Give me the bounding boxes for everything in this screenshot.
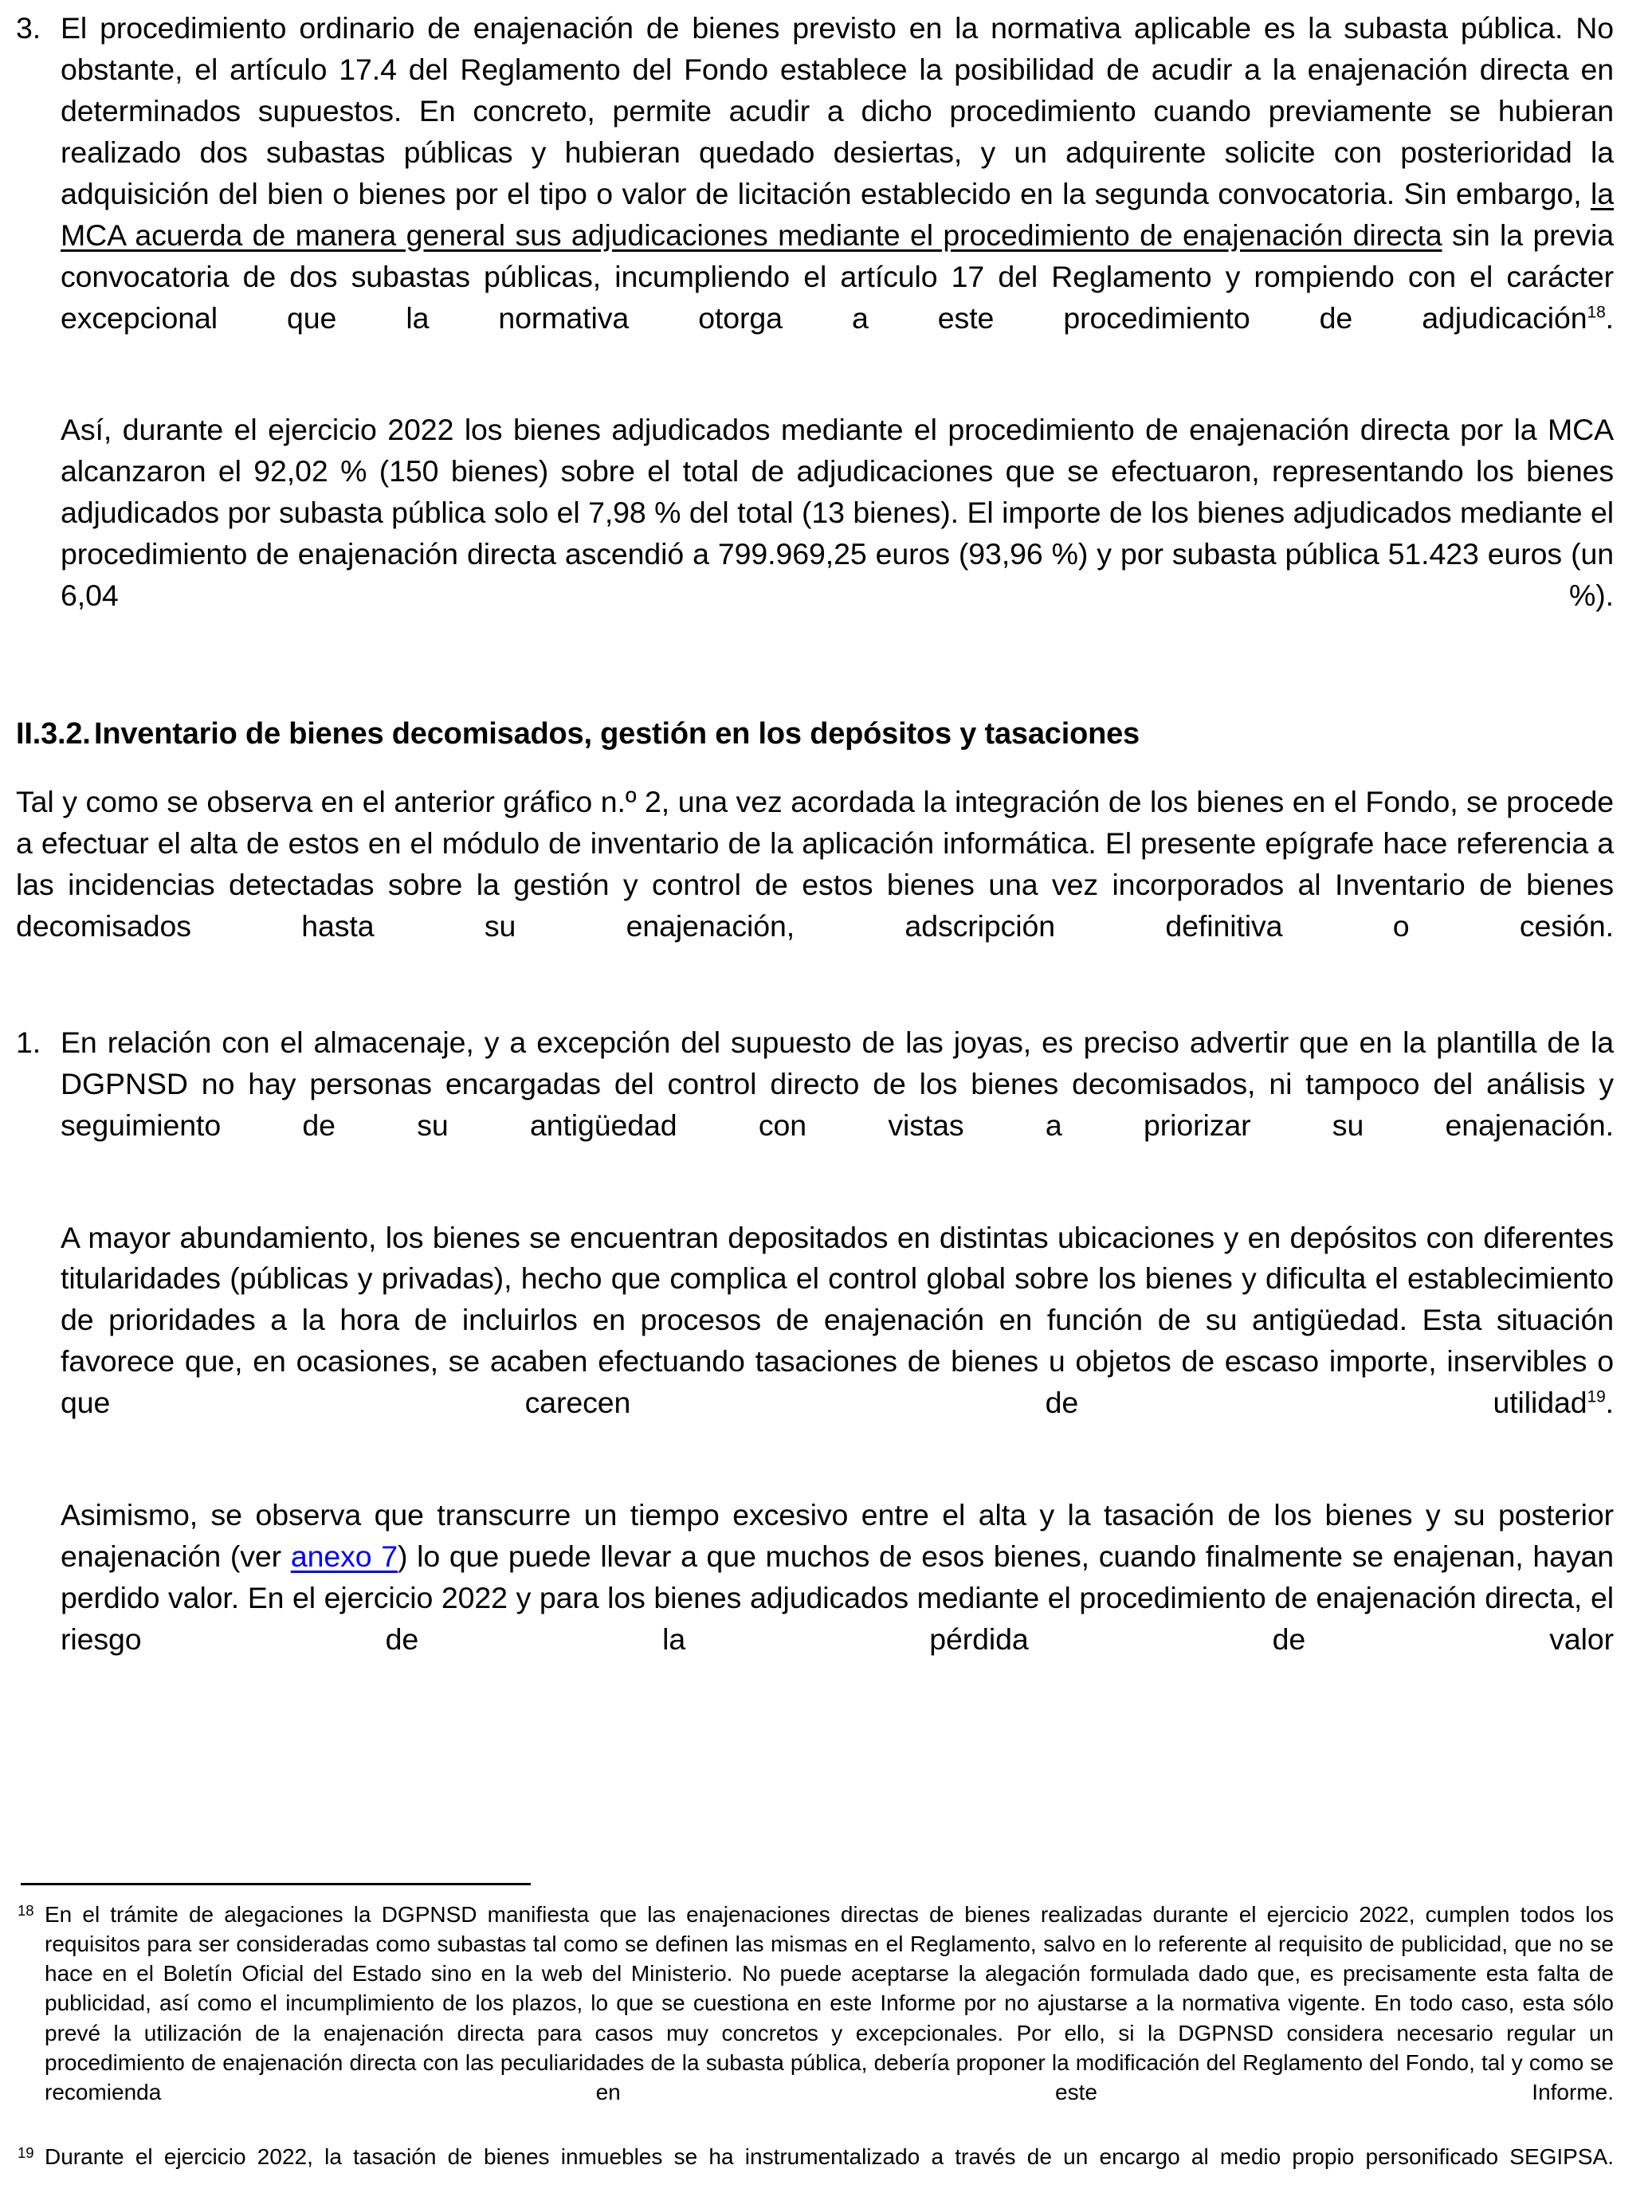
footnote-ref-19[interactable]: 19: [1587, 1387, 1606, 1406]
footnote-ref-18[interactable]: 18: [1587, 303, 1606, 322]
numbered-item-3-body: [61, 8, 1614, 658]
footnote-18: [16, 1900, 1614, 2137]
section-heading: [16, 717, 1614, 751]
numbered-item-1: [16, 1022, 1614, 1702]
footnote-18-text: En el trámite de alegaciones la DGPNSD manifiesta que las enajenaciones directas de bienes realizadas durante el ejercicio 2022, cumplen todos los requisitos para ser consideradas como subastas tal como se definen las mismas en el Reglamento, salvo en lo referente al requisito de publicidad, que no se hace en el Boletín Oficial del Estado sino en la web del Ministerio. No puede aceptarse la alegación formulada dado que, es precisamente esta falta de publicidad, así como el incumplimiento de los plazos, lo que se cuestiona en este Informe por no ajustarse a la normativa vigente. En todo caso, esta sólo prevé la utilización de la enajenación directa para casos muy concretos y excepcionales. Por ello, si la DGPNSD considera necesario regular un procedimiento de enajenación directa con las peculiaridades de la subasta pública, debería proponer la modificación del Reglamento del Fondo, tal y como se recomienda en este Informe.: [45, 1901, 1614, 2105]
item1-p2-segment-1: A mayor abundamiento, los bienes se encuentran depositados en distintas ubicaciones y en depósitos con diferentes titularidades (públicas y privadas), hecho que complica el control global sobre los bienes y dificulta el establecimiento de prioridades a la hora de incluirlos en procesos de enajenación en función de su antigüedad. Esta situación favorece que, en ocasiones, se acaben efectuando tasaciones de bienes u objetos de escaso importe, inservibles o que carecen de utilidad: [61, 1220, 1614, 1420]
item3-paragraph-2: Así, durante el ejercicio 2022 los bienes adjudicados mediante el procedimiento de enajenación directa por la MCA alcanzaron el 92,02 % (150 bienes) sobre el total de adjudicaciones que se efectuaron, representando los bienes adjudicados por subasta pública solo el 7,98 % del total (13 bienes). El importe de los bienes adjudicados mediante el procedimiento de enajenación directa ascendió a 799.969,25 euros (93,96 %) y por subasta pública 51.423 euros (un 6,04 %).: [61, 413, 1614, 613]
item1-paragraph-2: [61, 1218, 1614, 1466]
list-marker-1: 1.: [16, 1025, 41, 1059]
footnote-19: [16, 2142, 1614, 2201]
footnotes-area: [16, 1883, 1614, 2206]
spacer-before-list: [16, 989, 1614, 1022]
item1-paragraph-1: En relación con el almacenaje, y a excepción del supuesto de las joyas, es preciso advertir que en la plantilla de la DGPNSD no hay personas encargadas del control directo de los bienes decomisados, ni tampoco del análisis y seguimiento de su antigüedad con vistas a priorizar su enajenación.: [61, 1025, 1614, 1142]
footnote-19-marker: 19: [18, 2143, 34, 2161]
intro-paragraph-block: [16, 782, 1614, 989]
footnote-18-marker: 18: [18, 1901, 34, 1919]
item3-paragraph-1: [61, 8, 1614, 380]
spacer-before-heading: [16, 658, 1614, 717]
section-number: II.3.2.: [16, 717, 91, 751]
item3-p1-segment-1: El procedimiento ordinario de enajenación de bienes previsto en la normativa aplicable es la subasta pública. No obstante, el artículo 17.4 del Reglamento del Fondo establece la posibilidad de acudir a la enajenación directa en determinados supuestos. En concreto, permite acudir a dicho procedimiento cuando previamente se hubieran realizado dos subastas públicas y hubieran quedado desiertas, y un adquirente solicite con posterioridad la adquisición del bien o bienes por el tipo o valor de licitación establecido en la segunda convocatoria. Sin embargo,: [61, 11, 1614, 210]
item1-p2-segment-2: .: [1605, 1386, 1614, 1420]
section-title: Inventario de bienes decomisados, gestión en los depósitos y tasaciones: [94, 717, 1140, 751]
footnote-separator-rule: [21, 1883, 531, 1885]
intro-paragraph: Tal y como se observa en el anterior gráfico n.º 2, una vez acordada la integración de los bienes en el Fondo, se procede a efectuar el alta de estos en el módulo de inventario de la aplicación informática. El presente epígrafe hace referencia a las incidencias detectadas sobre la gestión y control de estos bienes una vez incorporados al Inventario de bienes decomisados hasta su enajenación, adscripción definitiva o cesión.: [16, 785, 1614, 943]
item1-p3-segment-1: Asimismo, se observa que transcurre un tiempo excesivo entre el alta y la tasación de los bienes y su posterior enajenación (ver: [61, 1498, 1614, 1574]
list-marker-3: 3.: [16, 11, 41, 45]
item3-p1-segment-3: .: [1605, 300, 1614, 335]
item1-paragraph-3: [61, 1495, 1614, 1702]
spacer-after-heading: [16, 751, 1614, 782]
anexo-7-link[interactable]: anexo 7: [290, 1539, 398, 1574]
item3-p1-segment-2: sin la previa convocatoria de dos subastas públicas, incumpliendo el artículo 17 del Reglamento y rompiendo con el carácter excepcional que la normativa otorga a este procedimiento de adjudicación: [61, 218, 1614, 335]
numbered-item-1-body: [61, 1022, 1614, 1702]
numbered-item-3: [16, 8, 1614, 658]
item1-p3-segment-2: ) lo que puede llevar a que muchos de esos bienes, cuando finalmente se enajenan, hayan perdido valor. En el ejercicio 2022 y para los bienes adjudicados mediante el procedimiento de enajenación directa, el riesgo de la pérdida de valor: [61, 1539, 1615, 1656]
footnote-19-text: Durante el ejercicio 2022, la tasación de bienes inmuebles se ha instrumentalizado a través de un encargo al medio propio personificado SEGIPSA.: [45, 2143, 1614, 2169]
item3-p1-underlined-segment: la MCA acuerda de manera general sus adjudicaciones mediante el procedimiento de enajenación directa: [61, 176, 1614, 252]
